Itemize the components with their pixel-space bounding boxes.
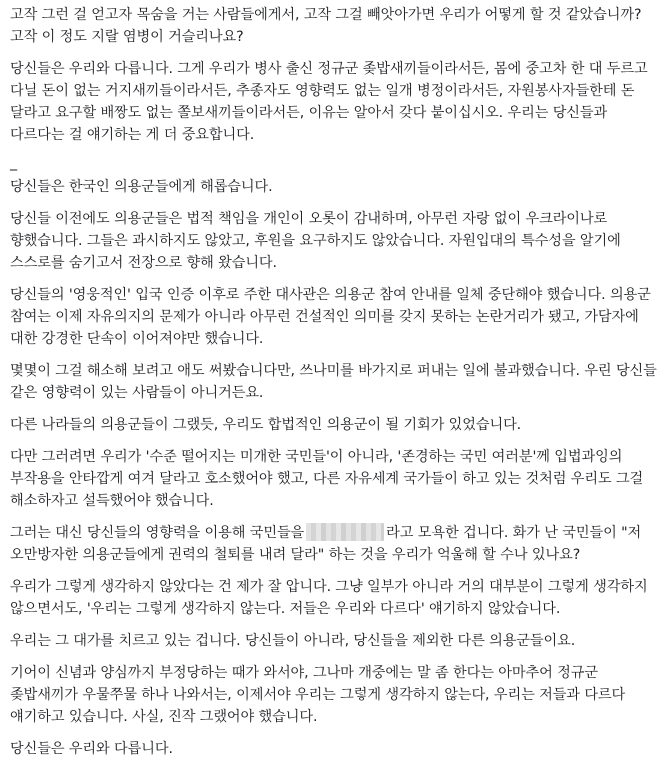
- paragraph-9-before-redaction: 그러는 대신 당신들의 영향력을 이용해 국민들을: [10, 525, 305, 541]
- paragraph-10: 우리가 그렇게 생각하지 않았다는 건 제가 잘 압니다. 그냥 일부가 아니라 거의 대부분이 그렇게 생각하지 않으면서도, '우리는 그렇게 생각하지 않는다. 저들은 우리와 다르다' 얘기하지 않았습니다.: [10, 579, 648, 617]
- paragraph-1: 고작 그런 걸 얻고자 목숨을 거는 사람들에게서, 고작 그걸 빼앗아가면 우리가 어떻게 할 것 같았습니까? 고작 이 정도 지랄 염병이 거슬리나요?: [10, 7, 642, 45]
- paragraph-4: 당신들 이전에도 의용군들은 법적 책임을 개인이 오롯이 감내하며, 아무런 자랑 없이 우크라이나로 향했습니다. 그들은 과시하지도 않았고, 후원을 요구하지도 않았습니다. 자원입대의 특수성을 알기에 스스로를 숨기고서 전장으로 향해 왔습니다.: [10, 211, 621, 271]
- paragraph-9-after-redaction: 라고 모욕한 겁니다. 화가 난 국민들이 "저 오만방자한 의용군들에게 권력의 철퇴를 내려 달라" 하는 것을 우리가 억울해 할 수나 있나요?: [10, 525, 642, 563]
- section-divider: _: [10, 155, 18, 171]
- paragraph-2: 당신들은 우리와 다릅니다. 그게 우리가 병사 출신 정규군 좆밥새끼들이라서든, 몸에 중고차 한 대 두르고 다닐 돈이 없는 거지새끼들이라서든, 추종자도 영향력도 없는 일개 병정이라서든, 자원봉사자들한테 돈 달라고 요구할 배짱도 없는 쫄보새끼들이라서든, 이유는 알아서 갖다 붙이십시오. 우리는 당신들과 다르다는 걸 얘기하는 게 더 중요합니다.: [10, 61, 648, 143]
- paragraph-9: [10, 522, 658, 566]
- paragraph-11: 우리는 그 대가를 치르고 있는 겁니다. 당신들이 아니라, 당신들을 제외한 다른 의용군들이요.: [10, 633, 576, 649]
- paragraph-8: 다만 그러려면 우리가 '수준 떨어지는 미개한 국민들'이 아니라, '존경하는 국민 여러분'께 입법과잉의 부작용을 안타깝게 여겨 달라고 호소했어야 했고, 다른 자유세계 국가들이 하고 있는 것처럼 우리도 그걸 해소하자고 설득했어야 했습니다.: [10, 449, 644, 509]
- paragraph-5: 당신들의 '영웅적인' 입국 인증 이후로 주한 대사관은 의용군 참여 안내를 일체 중단해야 했습니다. 의용군 참여는 이제 자유의지의 문제가 아니라 아무런 건설적인 의미를 갖지 못하는 논란거리가 됐고, 가담자에 대한 강경한 단속이 이어져야만 했습니다.: [10, 287, 651, 347]
- paragraph-7: 다른 나라들의 의용군들이 그랬듯, 우리도 합법적인 의용군이 될 기회가 있었습니다.: [10, 417, 522, 433]
- redacted-blur: [306, 523, 384, 541]
- paragraph-3: 당신들은 한국인 의용군들에게 해롭습니다.: [10, 179, 273, 195]
- paragraph-12: 기어이 신념과 양심까지 부정당하는 때가 와서야, 그나마 개중에는 말 좀 한다는 아마추어 정규군 좆밥새끼가 우물쭈물 하나 나와서는, 이제서야 우리는 그렇게 생각하지 않는다, 우리는 저들과 다르다 얘기하고 있습니다. 사실, 진작 그랬어야 했습니다.: [10, 665, 626, 725]
- post-body: [10, 4, 658, 770]
- paragraph-6: 몇몇이 그걸 해소해 보려고 애도 써봤습니다만, 쓰나미를 바가지로 퍼내는 일에 불과했습니다. 우린 당신들 같은 영향력이 있는 사람들이 아니거든요.: [10, 363, 657, 401]
- paragraph-13: 당신들은 우리와 다릅니다.: [10, 741, 173, 757]
